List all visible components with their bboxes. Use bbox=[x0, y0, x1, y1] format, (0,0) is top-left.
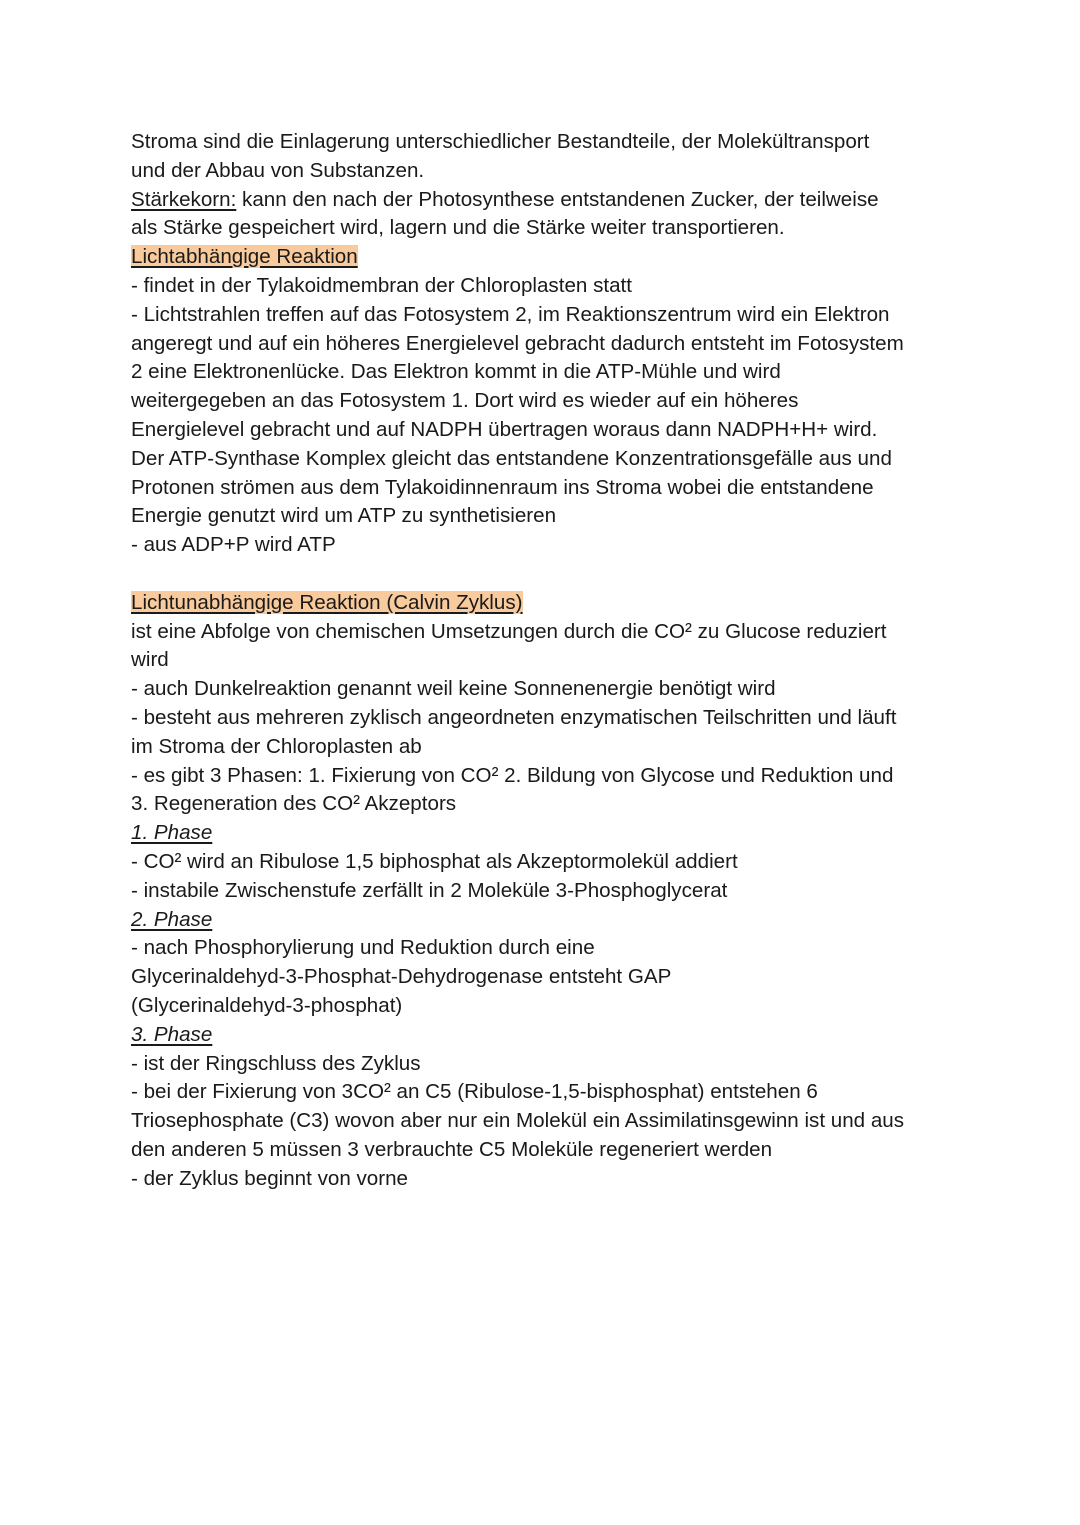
text-line: - der Zyklus beginnt von vorne bbox=[131, 1166, 409, 1190]
text-line bbox=[131, 186, 961, 215]
text-line: weitergegeben an das Fotosystem 1. Dort wird es wieder auf ein höheres bbox=[131, 389, 799, 413]
calvin-body bbox=[131, 618, 961, 820]
text-line: - nach Phosphorylierung und Reduktion durch eine bbox=[131, 936, 595, 960]
text-line: - bei der Fixierung von 3CO² an C5 (Ribulose-1,5-bisphosphat) entstehen 6 bbox=[131, 1080, 818, 1104]
text-line: (Glycerinaldehyd-3-phosphat) bbox=[131, 993, 403, 1017]
text-line: ist eine Abfolge von chemischen Umsetzungen durch die CO² zu Glucose reduziert bbox=[131, 619, 887, 643]
phase-heading-3: 3. Phase bbox=[131, 1022, 213, 1046]
phase-heading-2: 2. Phase bbox=[131, 907, 213, 931]
text-line: Glycerinaldehyd-3-Phosphat-Dehydrogenase entsteht GAP bbox=[131, 965, 672, 989]
text-line: und der Abbau von Substanzen. bbox=[131, 158, 425, 182]
text-line: Der ATP-Synthase Komplex gleicht das entstandene Konzentrationsgefälle aus und bbox=[131, 446, 892, 470]
section-heading-calvin-cycle: Lichtunabhängige Reaktion (Calvin Zyklus) bbox=[131, 590, 523, 614]
text-line: - Lichtstrahlen treffen auf das Fotosystem 2, im Reaktionszentrum wird ein Elektron bbox=[131, 302, 890, 326]
text-line: - es gibt 3 Phasen: 1. Fixierung von CO² 2. Bildung von Glycose und Reduktion und bbox=[131, 763, 894, 787]
text-line: als Stärke gespeichert wird, lagern und die Stärke weiter transportieren. bbox=[131, 216, 785, 240]
text-line: - instabile Zwischenstufe zerfällt in 2 Moleküle 3-Phosphoglycerat bbox=[131, 878, 728, 902]
text-line: angeregt und auf ein höheres Energielevel gebracht dadurch entsteht im Fotosystem bbox=[131, 331, 904, 355]
text-line: - besteht aus mehreren zyklisch angeordneten enzymatischen Teilschritten und läuft bbox=[131, 705, 897, 729]
text-line: wird bbox=[131, 648, 169, 672]
text-line: Stroma sind die Einlagerung unterschiedlicher Bestandteile, der Molekültransport bbox=[131, 130, 870, 153]
text-line: - findet in der Tylakoidmembran der Chloroplasten statt bbox=[131, 273, 632, 297]
text-line: - aus ADP+P wird ATP bbox=[131, 533, 336, 557]
term-staerkekorn: Stärkekorn: bbox=[131, 187, 237, 211]
text-line: Energielevel gebracht und auf NADPH übertragen woraus dann NADPH+H+ wird. bbox=[131, 417, 878, 441]
text-line: Triosephosphate (C3) wovon aber nur ein Molekül ein Assimilatinsgewinn ist und aus bbox=[131, 1109, 905, 1133]
text-line: - CO² wird an Ribulose 1,5 biphosphat als Akzeptormolekül addiert bbox=[131, 849, 738, 873]
text-line: Energie genutzt wird um ATP zu synthetisieren bbox=[131, 504, 557, 528]
phase-heading-1: 1. Phase bbox=[131, 821, 213, 845]
text-line: den anderen 5 müssen 3 verbrauchte C5 Moleküle regeneriert werden bbox=[131, 1137, 773, 1161]
text-line: 3. Regeneration des CO² Akzeptors bbox=[131, 792, 457, 816]
text-line: 2 eine Elektronenlücke. Das Elektron kommt in die ATP-Mühle und wird bbox=[131, 360, 781, 384]
text-line: im Stroma der Chloroplasten ab bbox=[131, 734, 422, 758]
document-page bbox=[131, 128, 961, 1193]
term-definition: kann den nach der Photosynthese entstandenen Zucker, der teilweise bbox=[236, 187, 879, 211]
blank-line bbox=[131, 560, 961, 589]
light-reaction-body bbox=[131, 272, 961, 560]
text-line: - auch Dunkelreaktion genannt weil keine Sonnenenergie benötigt wird bbox=[131, 677, 776, 701]
text-line: - ist der Ringschluss des Zyklus bbox=[131, 1051, 421, 1075]
section-heading-light-reaction: Lichtabhängige Reaktion bbox=[131, 245, 358, 269]
text-line: Protonen strömen aus dem Tylakoidinnenraum ins Stroma wobei die entstandene bbox=[131, 475, 874, 499]
